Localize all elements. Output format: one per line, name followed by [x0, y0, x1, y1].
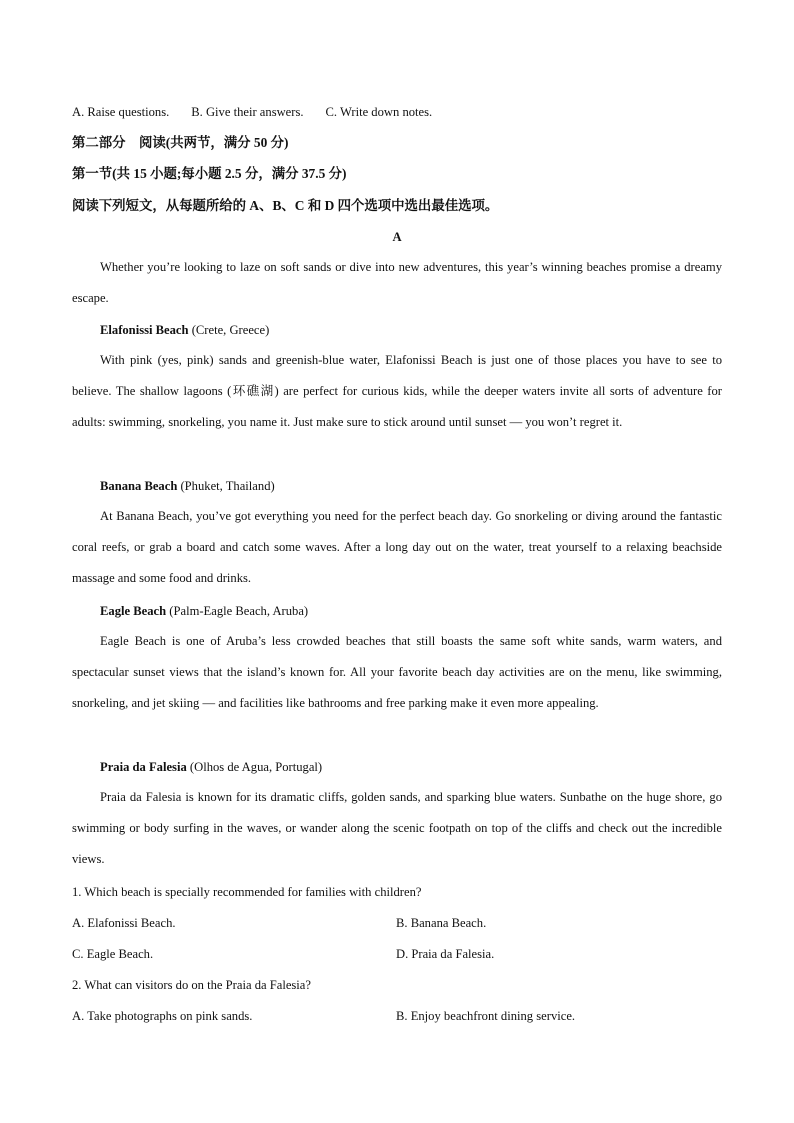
- option-a: A. Elafonissi Beach.: [72, 916, 176, 930]
- beach-location: (Crete, Greece): [191, 323, 270, 337]
- passage-label: A: [392, 230, 402, 244]
- passage-intro: Whether you’re looking to laze on soft sands or dive into new adventures, this year’s winning beaches promise a dreamy escape.: [72, 260, 722, 306]
- question-1-stem: 1. Which beach is specially recommended for families with children?: [72, 885, 422, 899]
- beach-heading-elafonissi: [100, 322, 269, 338]
- beach-heading-eagle: [100, 603, 308, 619]
- option-d: D. Praia da Falesia.: [396, 947, 495, 961]
- beach-paragraph-eagle: Eagle Beach is one of Aruba’s less crowded beaches that still boasts the same soft white sands, warm waters, and spectacular sunset views that the island’s known for. All your favorite beach day activities are on the menu, like swimming, snorkeling, and jet skiing — and facilities like bathrooms and free parking make it even more appealing.: [72, 634, 722, 711]
- option-c: C. Write down notes.: [325, 105, 433, 119]
- previous-question-options: [72, 104, 722, 120]
- beach-location: (Palm-Eagle Beach, Aruba): [169, 604, 309, 618]
- beach-name: Eagle Beach: [100, 604, 167, 618]
- beach-name: Elafonissi Beach: [100, 323, 189, 337]
- beach-location: (Phuket, Thailand): [180, 479, 275, 493]
- option-b: B. Enjoy beachfront dining service.: [396, 1009, 576, 1023]
- option-b: B. Give their answers.: [191, 105, 304, 119]
- question-2-stem: 2. What can visitors do on the Praia da Falesia?: [72, 978, 311, 992]
- beach-paragraph-banana: At Banana Beach, you’ve got everything you need for the perfect beach day. Go snorkeling or diving around the fantastic coral reefs, or grab a board and catch some waves. After a long day out on the water, treat yourself to a relaxing beachside massage and some food and drinks.: [72, 509, 722, 586]
- beach-heading-banana: [100, 478, 275, 494]
- beach-location: (Olhos de Agua, Portugal): [189, 760, 323, 774]
- part-heading: 第二部分 阅读(共两节，满分 50 分): [72, 135, 289, 150]
- option-a: A. Raise questions.: [72, 105, 170, 119]
- beach-paragraph-elafonissi: With pink (yes, pink) sands and greenish-blue water, Elafonissi Beach is just one of those places you have to see to believe. The shallow lagoons (环礁湖) are perfect for curious kids, while the deeper waters invite all sorts of adventure for adults: swimming, snorkeling, you name it. Just make sure to stick around until sunset — you won’t regret it.: [72, 353, 722, 430]
- beach-name: Banana Beach: [100, 479, 178, 493]
- option-b: B. Banana Beach.: [396, 916, 487, 930]
- subsection-heading: 第一节(共 15 小题;每小题 2.5 分，满分 37.5 分): [72, 166, 347, 181]
- reading-instruction: 阅读下列短文，从每题所给的 A、B、C 和 D 四个选项中选出最佳选项。: [72, 198, 499, 213]
- option-a: A. Take photographs on pink sands.: [72, 1009, 253, 1023]
- beach-paragraph-praia: Praia da Falesia is known for its dramatic cliffs, golden sands, and sparking blue waters. Sunbathe on the huge shore, go swimming or body surfing in the waves, or wander along the scenic footpath on top of the cliffs and check out the incredible views.: [72, 790, 722, 867]
- beach-name: Praia da Falesia: [100, 760, 187, 774]
- beach-heading-praia: [100, 759, 322, 775]
- option-c: C. Eagle Beach.: [72, 947, 154, 961]
